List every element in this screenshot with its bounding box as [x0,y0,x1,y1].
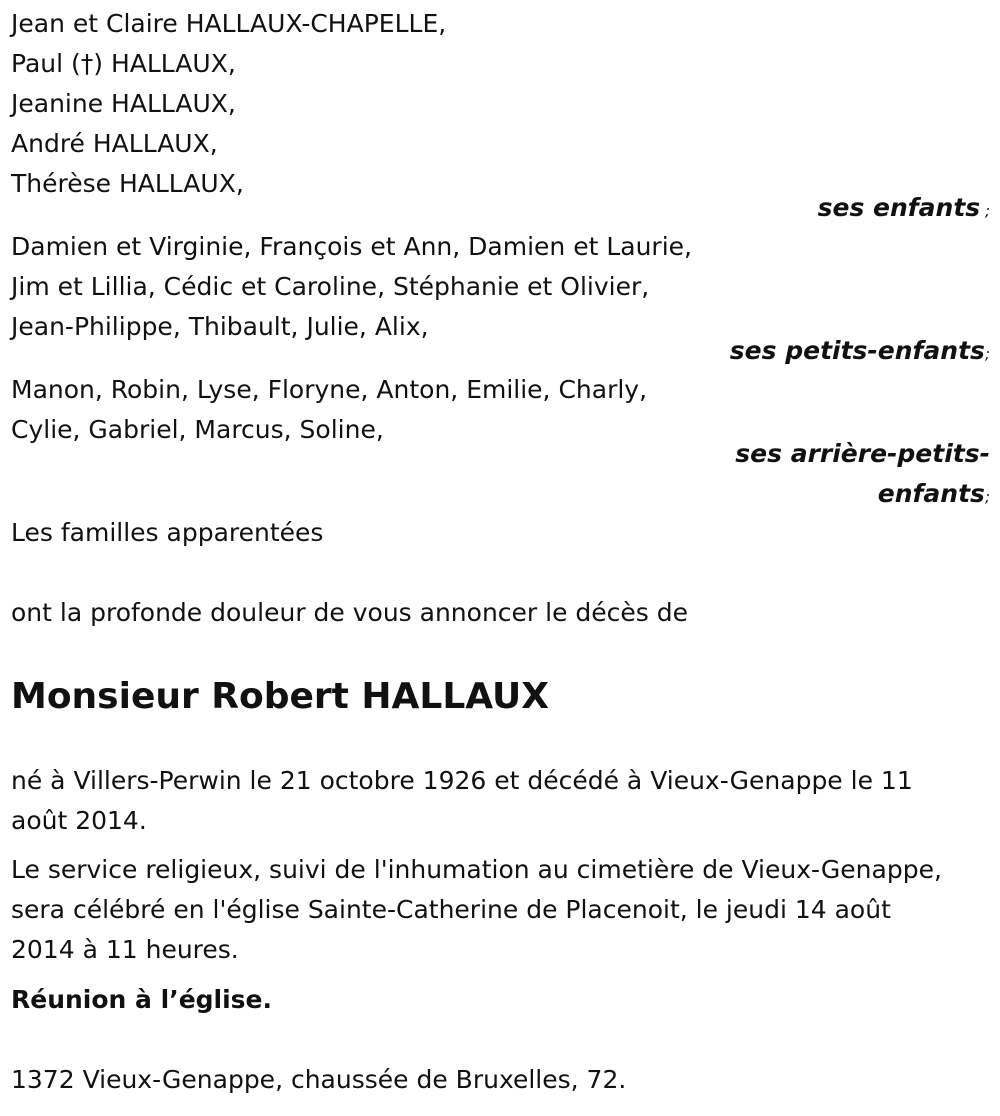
child-line: Paul (†) HALLAUX, [11,49,236,78]
children-role: ses enfants ; [817,193,990,222]
service-line: sera célébré en l'église Sainte-Catherine de Placenoit, le jeudi 14 août [11,895,891,924]
service-line: 2014 à 11 heures. [11,935,239,964]
child-line: Thérèse HALLAUX, [11,169,244,198]
families-line: Les familles apparentées [11,518,324,547]
deceased-name: Monsieur Robert HALLAUX [11,676,550,717]
birth-death-line: né à Villers-Perwin le 21 octobre 1926 et décédé à Vieux-Genappe le 11 [11,766,913,795]
child-line: Jeanine HALLAUX, [11,89,236,118]
grandchild-line: Damien et Virginie, François et Ann, Damien et Laurie, [11,232,692,261]
child-line: André HALLAUX, [11,129,218,158]
great-grandchild-line: Manon, Robin, Lyse, Floryne, Anton, Emilie, Charly, [11,375,648,404]
great-grandchildren-role: ses arrière-petits- [735,439,990,468]
service-line: Le service religieux, suivi de l'inhumation au cimetière de Vieux-Genappe, [11,855,942,884]
great-grandchild-line: Cylie, Gabriel, Marcus, Soline, [11,415,384,444]
meeting-note: Réunion à l’église. [11,985,273,1014]
grandchildren-role: ses petits-enfants; [729,336,990,365]
birth-death-line: août 2014. [11,806,147,835]
announcement-line: ont la profonde douleur de vous annoncer le décès de [11,598,689,627]
address-line: 1372 Vieux-Genappe, chaussée de Bruxelles, 72. [11,1065,627,1094]
grandchild-line: Jim et Lillia, Cédic et Caroline, Stéphanie et Olivier, [11,272,650,301]
great-grandchildren-role-cont: enfants; [877,479,990,508]
grandchild-line: Jean-Philippe, Thibault, Julie, Alix, [11,312,429,341]
child-line: Jean et Claire HALLAUX-CHAPELLE, [11,9,447,38]
